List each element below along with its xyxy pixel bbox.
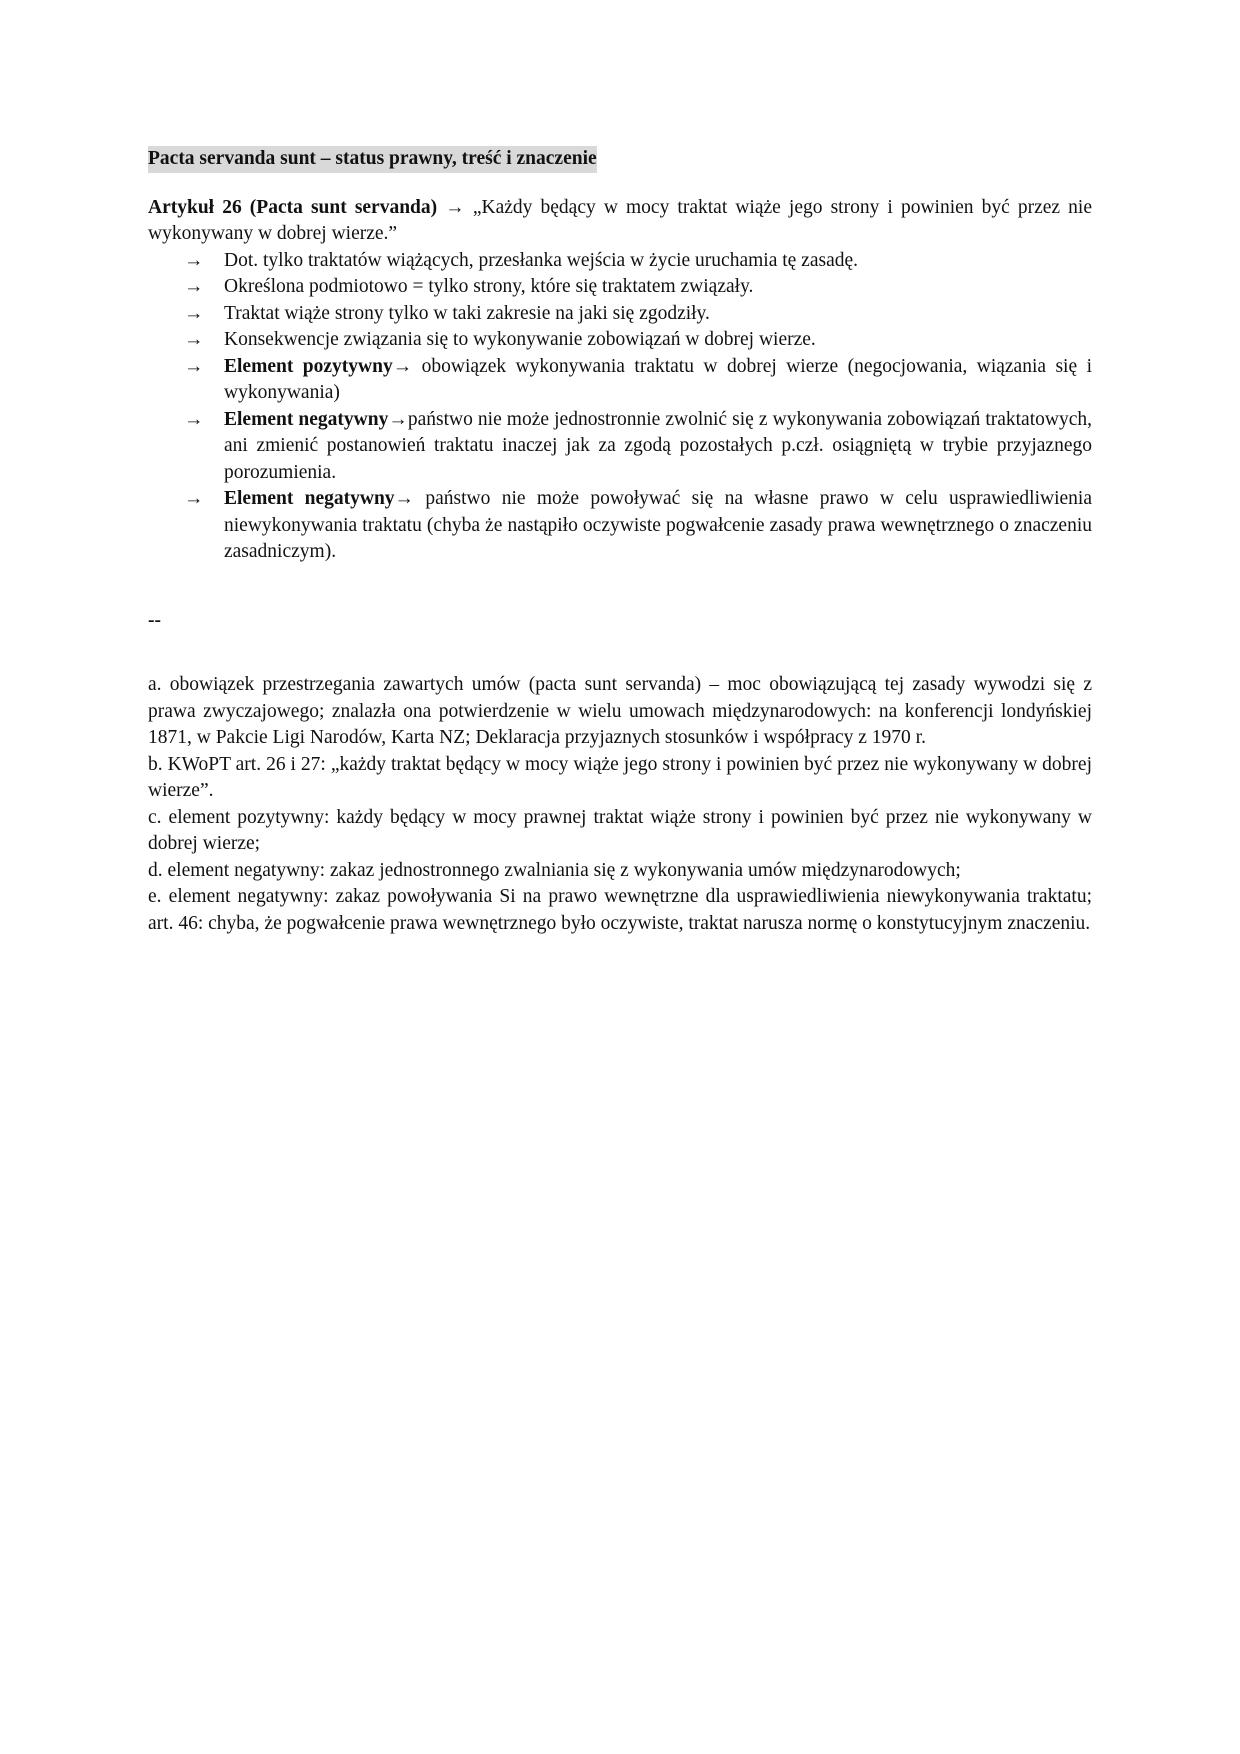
bullet-text: Określona podmiotowo = tylko strony, które się traktatem związały. [224, 276, 754, 297]
bullet-bold: Element negatywny→ [224, 488, 415, 509]
list-item [184, 354, 1093, 407]
list-item-b: b. KWoPT art. 26 i 27: „każdy traktat będący w mocy wiąże jego strony i powinien być przez nie wykonywany w dobrej wierze”. [148, 753, 1092, 801]
list-item-c: c. element pozytywny: każdy będący w mocy prawnej traktat wiąże strony i powinien być przez nie wykonywany w dobrej wierze; [148, 806, 1092, 854]
list-item [184, 486, 1092, 566]
list-item [184, 274, 1092, 301]
page-title: Pacta servanda sunt – status prawny, treść i znaczenie [148, 146, 597, 173]
bullet-text: Dot. tylko traktatów wiążących, przesłanka wejścia w życie uruchamia tę zasadę. [224, 249, 859, 271]
article-label: Artykuł 26 (Pacta sunt servanda) [148, 196, 438, 218]
arrow-icon: → [445, 196, 465, 218]
arrow-icon: → [184, 355, 204, 377]
arrow-icon: → [184, 488, 204, 509]
bullet-text: obowiązek wykonywania traktatu w dobrej wierze (negocjowania, wiązania się i wykonywania) [224, 355, 1093, 403]
list-item [184, 301, 1092, 328]
arrow-list [148, 248, 1092, 566]
article-quote: „Każdy będący w mocy traktat wiąże jego strony i powinien być przez nie wykonywany w dobrej wierze.” [148, 196, 1093, 244]
list-item-d: d. element negatywny: zakaz jednostronnego zwalniania się z wykonywania umów międzynarodowych; [148, 859, 961, 881]
list-item-a: a. obowiązek przestrzegania zawartych umów (pacta sunt servanda) – moc obowiązującą tej zasady wywodzi się z prawa zwyczajowego; znalazła ona potwierdzenie w wielu umowach międzynarodowych: na konferencji londyńskiej 1871, w Pakcie Ligi Narodów, Karta NZ; Deklaracja przyjaznych stosunków i współpracy z 1970 r. [148, 674, 1092, 748]
bullet-text: Traktat wiąże strony tylko w taki zakresie na jaki się zgodziły. [224, 302, 710, 324]
bullet-text: państwo nie może powoływać się na własne prawo w celu usprawiedliwienia niewykonywania traktatu (chyba że nastąpiło oczywiste pogwałcenie zasady prawa wewnętrznego o znaczeniu zasadniczym). [224, 488, 1092, 562]
separator: -- [148, 609, 161, 631]
document-page [148, 146, 1092, 937]
bullet-text: państwo nie może jednostronnie zwolnić się z wykonywania zobowiązań traktatowych, ani zmienić postanowień traktatu inaczej jak za zgodą pozostałych p.czł. osiągniętą w trybie przyjaznego porozumienia. [224, 408, 1092, 483]
arrow-icon: → [184, 302, 204, 324]
arrow-icon: → [184, 329, 204, 350]
list-item [184, 327, 1092, 354]
arrow-icon: → [184, 408, 204, 430]
article-paragraph [148, 195, 1092, 248]
arrow-icon: → [184, 276, 204, 297]
arrow-icon: → [184, 249, 204, 271]
list-item [184, 407, 1092, 487]
list-item-e: e. element negatywny: zakaz powoływania Si na prawo wewnętrzne dla usprawiedliwienia niewykonywania traktatu; art. 46: chyba, że pogwałcenie prawa wewnętrznego było oczywiste, traktat narusza normę o konstytucyjnym znaczeniu. [148, 886, 1092, 934]
bullet-bold: Element pozytywny→ [224, 355, 413, 377]
bullet-text: Konsekwencje związania się to wykonywanie zobowiązań w dobrej wierze. [224, 329, 816, 350]
bullet-bold: Element negatywny→ [224, 408, 408, 430]
list-item [184, 248, 1092, 275]
